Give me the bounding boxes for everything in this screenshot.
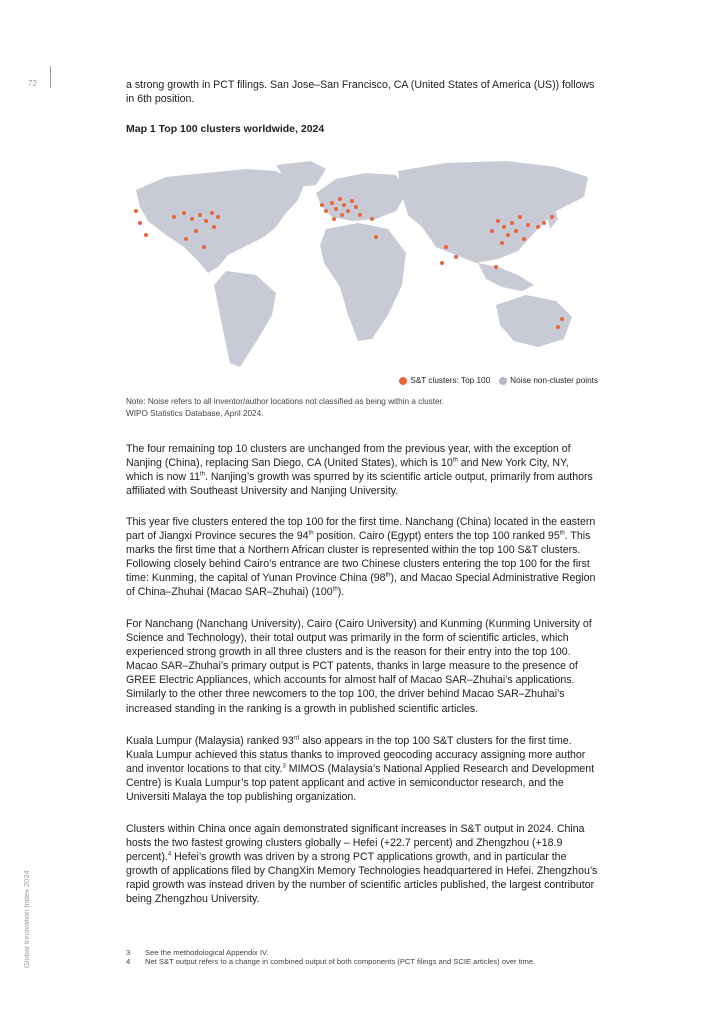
footnote-text: See the methodological Appendix IV. (145, 948, 269, 957)
cluster-point (550, 215, 554, 219)
cluster-point (502, 225, 506, 229)
running-title: Global Innovation Index 2024 (22, 870, 31, 968)
cluster-point (332, 217, 336, 221)
cluster-point (334, 207, 338, 211)
cluster-point (144, 233, 148, 237)
text-run: . Nanjing’s growth was spurred by its scientific article output, primarily from authors affiliated with Southeast University and Nanjing University. (126, 471, 593, 498)
map-legend (399, 376, 598, 385)
intro-paragraph (126, 78, 598, 106)
cluster-point (490, 229, 494, 233)
cluster-point (184, 237, 188, 241)
superscript: rd (293, 735, 300, 742)
map-note (126, 396, 598, 420)
cluster-point (346, 209, 350, 213)
cluster-legend-icon (399, 377, 407, 385)
cluster-point (210, 211, 214, 215)
footnote-number: 4 (126, 957, 131, 967)
text-run: position. Cairo (Egypt) enters the top 100 ranked 95 (313, 530, 560, 543)
cluster-point (560, 317, 564, 321)
body-paragraph (126, 442, 598, 498)
footnote-text: Net S&T output refers to a change in combined output of both components (PCT filings and SCIE articles) over time. (145, 957, 536, 967)
cluster-point (202, 245, 206, 249)
south-america-landmass (214, 271, 276, 367)
text-run: MIMOS (Malaysia’s National Applied Research and Development Centre) is Kuala Lumpur’s top patent applicant and active in semiconductor research, and the Universiti Malaya the top publishing organization. (126, 763, 595, 804)
superscript: th (200, 471, 206, 478)
southeast-asia-landmass (478, 263, 534, 291)
footnotes (126, 948, 626, 967)
cluster-point (182, 211, 186, 215)
cluster-point (514, 229, 518, 233)
noise-legend-icon (499, 377, 507, 385)
cluster-point (556, 325, 560, 329)
cluster-point (324, 209, 328, 213)
cluster-point (440, 261, 444, 265)
cluster-legend-label: S&T clusters: Top 100 (410, 376, 491, 385)
cluster-point (510, 221, 514, 225)
cluster-point (198, 213, 202, 217)
footnote-number: 3 (126, 948, 131, 957)
superscript: th (559, 530, 565, 537)
text-run: Kuala Lumpur (Malaysia) ranked 93 (126, 735, 294, 747)
cluster-point (338, 197, 342, 201)
cluster-point (358, 213, 362, 217)
cluster-point (342, 203, 346, 207)
noise-legend-label: Noise non-cluster points (510, 376, 598, 385)
cluster-point (172, 215, 176, 219)
cluster-point (506, 233, 510, 237)
text-run: For Nanchang (Nanchang University), Cairo (Cairo University) and Kunming (Kunming University of Science and Technology), their total output was primarily in the form of scientific articles, which experienced strong growth in all three clusters and is the reason for their entry into the top 100. Macao SAR–Zhuhai’s primary output is PCT patents, thanks in large measure to the presence of GREE Electric Appliances, which accounts for almost half of Macao SAR–Zhuhai’s applications. Similarly to the other three newcomers to the top 100, the driver behind Macao SAR–Zhuhai’s increased standing in the ranking is a growth in published scientific articles. (126, 618, 592, 715)
cluster-point (134, 209, 138, 213)
cluster-point (138, 221, 142, 225)
superscript: th (308, 530, 314, 537)
cluster-point (500, 241, 504, 245)
cluster-point (354, 205, 358, 209)
margin-rule (50, 66, 51, 88)
continents (136, 161, 588, 367)
body-paragraph (126, 734, 598, 804)
text-run: ). (337, 586, 345, 599)
cluster-point (496, 219, 500, 223)
map-title: Map 1 Top 100 clusters worldwide, 2024 (126, 123, 325, 135)
footnote (126, 948, 626, 957)
text-run: The four remaining top 10 clusters are unchanged from the previous year, with the exception of Nanjing (China), replacing San Diego, CA (United States), which is 10 (126, 443, 571, 470)
cluster-point (494, 265, 498, 269)
map-source: WIPO Statistics Database, April 2024. (126, 409, 264, 418)
map-note-text: Note: Noise refers to all inventor/author locations not classified as being within a cluster. (126, 397, 445, 406)
footnote (126, 957, 626, 966)
cluster-point (194, 229, 198, 233)
cluster-point (454, 255, 458, 259)
text-run: Hefei’s growth was driven by a strong PCT applications growth, and in particular the growth of applications filed by ChangXin Memory Technologies headquartered in Hefei. Zhengzhou’s rapid growth was instead driven by the number of scientific articles published, the largest contributor being Zhengzhou University. (126, 851, 598, 906)
cluster-point (330, 201, 334, 205)
cluster-point (522, 237, 526, 241)
body-paragraph (126, 822, 598, 907)
text-run: ), and Macao Special Administrative Region of China–Zhuhai (Macao SAR–Zhuhai) (100 (126, 572, 596, 599)
australia-landmass (496, 295, 572, 347)
intro-text: a strong growth in PCT filings. San Jose–San Francisco, CA (United States of America (US)) follows in 6th position. (126, 79, 595, 106)
text-run: also appears in the top 100 S&T clusters for the first time. Kuala Lumpur achieved this status thanks to improved geocoding accuracy assigning more author and inventor locations to that city. (126, 735, 586, 776)
cluster-point (370, 217, 374, 221)
cluster-point (518, 215, 522, 219)
superscript: th (452, 457, 458, 464)
body-paragraph (126, 515, 598, 600)
text-run: and New York City, NY, which is now 11 (126, 457, 569, 484)
cluster-point (190, 217, 194, 221)
body-paragraph (126, 617, 598, 716)
footnote-reference[interactable]: 3 (282, 763, 286, 770)
page-number: 72 (28, 79, 37, 88)
north-america-landmass (136, 169, 304, 273)
text-run: . This marks the first time that a Northern African cluster is represented within the top 100 S&T clusters. Following closely behind Cairo’s entrance are two Chinese clusters entering the top 100 for the first time: Kunming, the capital of Yunan Province China (98 (126, 530, 591, 585)
cluster-point (212, 225, 216, 229)
cluster-point (320, 203, 324, 207)
cluster-point (204, 219, 208, 223)
cluster-point (350, 199, 354, 203)
cluster-point (216, 215, 220, 219)
asia-landmass (398, 161, 588, 263)
text-run: Clusters within China once again demonstrated significant increases in S&T output in 2024. China hosts the two fastest growing clusters globally – Hefei (+22.7 percent) and Zhengzhou (+18.9 percent). (126, 823, 585, 864)
text-run: This year five clusters entered the top 100 for the first time. Nanchang (China) located in the eastern part of Jiangxi Province secures the 94 (126, 516, 596, 543)
cluster-point (374, 235, 378, 239)
superscript: th (332, 586, 338, 593)
cluster-point (542, 221, 546, 225)
footnote-reference[interactable]: 4 (167, 851, 172, 858)
cluster-point (444, 245, 448, 249)
europe-landmass (316, 173, 408, 221)
cluster-point (340, 213, 344, 217)
africa-landmass (320, 223, 406, 341)
cluster-point (536, 225, 540, 229)
world-map (126, 155, 598, 385)
cluster-point (526, 223, 530, 227)
superscript: th (385, 572, 391, 579)
map-graphic (126, 155, 598, 385)
